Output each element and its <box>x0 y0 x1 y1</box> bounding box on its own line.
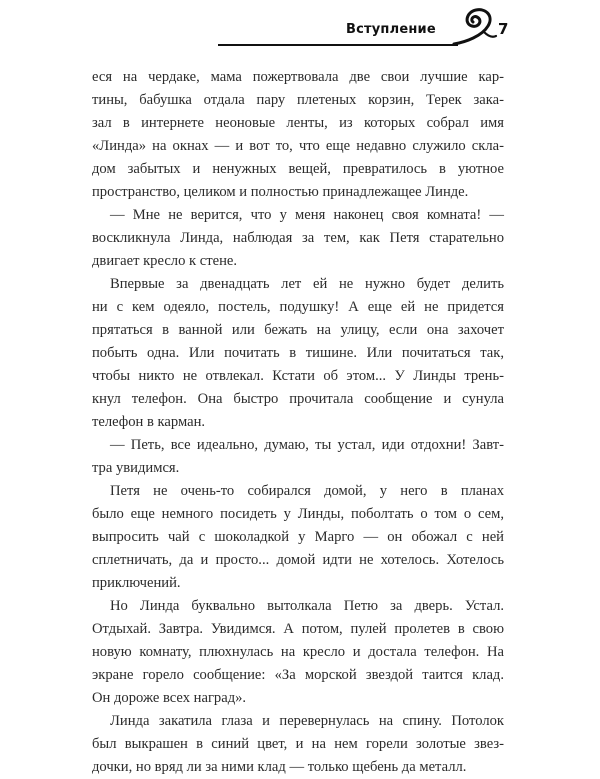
text-line: — Петь, все идеально, думаю, ты устал, иди отдохни! Завт- <box>110 437 504 453</box>
text-line: побыть одна. Или почитать в тишине. Или почитаться так, <box>92 345 504 361</box>
running-header <box>0 0 600 60</box>
text-line: телефон в карман. <box>92 414 206 430</box>
text-line: воскликнула Линда, наблюдая за тем, как Петя старательно <box>92 230 504 246</box>
page-number: 7 <box>498 20 509 38</box>
text-line: экране горело сообщение: «За морской звездой таится клад. <box>92 667 504 683</box>
text-line: был выкрашен в синий цвет, и на нем горели золотые звез- <box>92 736 504 752</box>
text-line: прятаться в ванной или бежать на улицу, если она захочет <box>92 322 504 338</box>
text-line: ни с кем одеяло, постель, подушку! А еще ей не придется <box>92 299 504 315</box>
paragraph <box>92 595 504 710</box>
body-text <box>92 66 504 779</box>
text-line: Линда закатила глаза и перевернулась на спину. Потолок <box>110 713 504 729</box>
header-rule <box>218 44 458 46</box>
paragraph <box>92 480 504 595</box>
text-line: было еще немного посидеть у Линды, поболтать о том о сем, <box>92 506 504 522</box>
text-line: «Линда» на окнах — и вот то, что еще недавно служило скла- <box>92 138 504 154</box>
text-line: тра увидимся. <box>92 460 180 476</box>
text-line: — Мне не верится, что у меня наконец своя комната! — <box>110 207 504 223</box>
text-line: Петя не очень-то собирался домой, у него в планах <box>110 483 504 499</box>
paragraph <box>92 434 504 480</box>
text-line: чтобы никто не отвлекал. Кстати об этом... У Линды трень- <box>92 368 504 384</box>
text-line: новую комнату, плюхнулась на кресло и достала телефон. На <box>92 644 504 660</box>
text-line: Он дороже всех наград». <box>92 690 247 706</box>
text-line: пространство, целиком и полностью принадлежащее Линде. <box>92 184 469 200</box>
text-line: кнул телефон. Она быстро прочитала сообщение и сунула <box>92 391 504 407</box>
text-line: Отдыхай. Завтра. Увидимся. А потом, пулей пролетев в свою <box>92 621 504 637</box>
text-line: зал в интернете неоновые ленты, из которых собрал имя <box>92 115 504 131</box>
paragraph <box>92 66 504 204</box>
text-line: Но Линда буквально вытолкала Петю за дверь. Устал. <box>110 598 504 614</box>
text-line: дочки, но вряд ли за ними клад — только щебень да металл. <box>92 759 467 775</box>
text-line: еся на чердаке, мама пожертвовала две свои лучшие кар- <box>92 69 504 85</box>
paragraph <box>92 710 504 779</box>
text-line: выпросить чай с шоколадкой у Марго — он обожал с ней <box>92 529 504 545</box>
text-line: приключений. <box>92 575 181 591</box>
paragraph <box>92 204 504 273</box>
text-line: Впервые за двенадцать лет ей не нужно будет делить <box>110 276 504 292</box>
section-title: Вступление <box>346 22 436 37</box>
paragraph <box>92 273 504 434</box>
text-line: двигает кресло к стене. <box>92 253 238 269</box>
swirl-icon <box>448 6 498 48</box>
text-line: тины, бабушка отдала пару плетеных корзин, Терек зака- <box>92 92 504 108</box>
text-line: сплетничать, да и просто... домой идти не хотелось. Хотелось <box>92 552 504 568</box>
text-line: дом забытых и ненужных вещей, превратилось в уютное <box>92 161 504 177</box>
